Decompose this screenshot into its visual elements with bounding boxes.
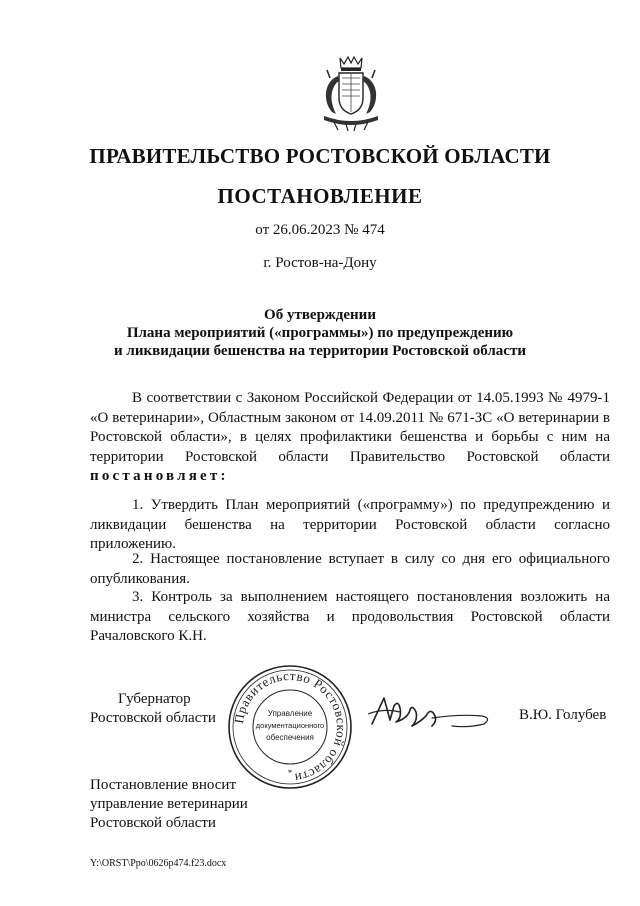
subject-line-3: и ликвидации бешенства на территории Ростовской области [114, 343, 526, 359]
document-city: г. Ростов-на-Дону [263, 255, 377, 271]
signer-position-line-2: Ростовской области [90, 710, 216, 726]
submitter-line-3: Ростовской области [90, 815, 216, 831]
signer-position [90, 690, 216, 728]
subject-line-2: Плана мероприятий («программы») по предупреждению [126, 325, 514, 341]
submitter-block [90, 776, 248, 833]
government-title: ПРАВИТЕЛЬСТВО РОСТОВСКОЙ ОБЛАСТИ [89, 144, 551, 168]
preamble-paragraph [90, 389, 610, 487]
official-seal-icon [226, 663, 354, 791]
decree-item-3: 3. Контроль за выполнением настоящего постановления возложить на министра сельского хозяйства и продовольствия Ростовской области Рачаловского К.Н. [90, 589, 610, 644]
decree-item-1: 1. Утвердить План мероприятий («программу») по предупреждению и ликвидации бешенства на территории Ростовской области согласно приложению. [90, 497, 610, 552]
seal-center-line-3: обеспечения [266, 733, 314, 742]
decree-word: постановляет: [90, 468, 229, 484]
signer-name: В.Ю. Голубев [519, 707, 607, 723]
preamble-text: В соответствии с Законом Российской Федерации от 14.05.1993 № 4979-1 «О ветеринарии», Областным законом от 14.09.2011 № 671-ЗС «О ветеринарии в Ростовской области», в целях профилактики бешенства и борьбы с ним на территории Ростовской области Правительство Ростовской области [90, 390, 610, 465]
signer-position-line-1: Губернатор [118, 691, 191, 707]
seal-ring-text: Правительство Ростовской области [230, 667, 350, 786]
document-type-title: ПОСТАНОВЛЕНИЕ [217, 184, 423, 208]
file-path: Y:\ORST\Ppo\0626p474.f23.docx [90, 858, 227, 869]
submitter-line-2: управление ветеринарии [90, 796, 248, 812]
submitter-line-1: Постановление вносит [90, 777, 237, 793]
seal-center-line-1: Управление [267, 709, 313, 718]
decree-item-2: 2. Настоящее постановление вступает в силу со дня его официального опубликования. [90, 551, 610, 587]
handwritten-signature-icon [364, 688, 494, 738]
subject-line-1: Об утверждении [264, 307, 376, 323]
coat-of-arms-icon [318, 54, 384, 132]
svg-text:*: * [287, 768, 293, 778]
seal-center-line-2: документационного [255, 721, 325, 730]
document-subject [0, 306, 640, 360]
document-date-number: от 26.06.2023 № 474 [255, 222, 385, 238]
